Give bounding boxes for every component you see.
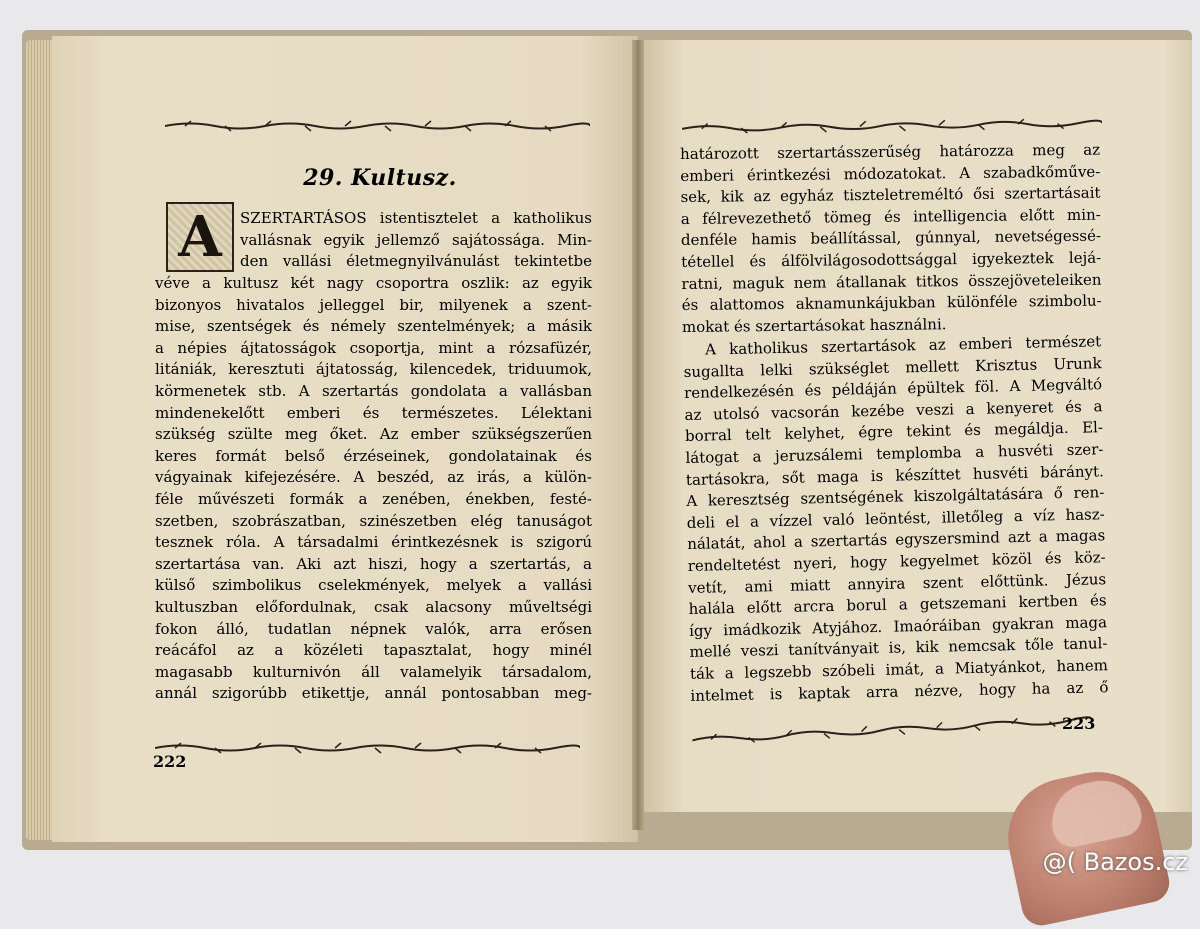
text-line: ták a legszebb szóbeli imát, a Miatyánkot, hanem — [689, 656, 1109, 683]
text-line: A katholikus szertartások az emberi természet — [705, 332, 1102, 359]
text-line: mellé veszi tanítványait is, kik nemcsak tőle tanul- — [689, 634, 1108, 662]
book-gutter — [632, 40, 644, 830]
text-line: mindenekelőtt emberi és természetes. Lélektani — [155, 403, 592, 422]
text-line: és alattomos aknamunkájukban különféle szimbolu- — [681, 291, 1102, 315]
text-line: a félrevezethető tömeg és intelligencia előtt min- — [680, 205, 1101, 228]
text-line: bizonyos hivatalos jelleggel bir, milyenek a szent- — [155, 295, 592, 314]
text-line: emberi érintkezési módozatokat. A szabadkőműve- — [680, 162, 1101, 185]
text-line: így imádkozik Atyjához. Imaóráiban gyakran maga — [688, 612, 1108, 640]
text-line: vetít, ami miatt annyira szent előttünk. Jézus — [687, 569, 1107, 597]
text-line: annál szigorúbb etikettje, annál pontosabban meg- — [155, 684, 592, 703]
text-line: szertartása van. Aki azt hiszi, hogy a szertartás, a — [155, 554, 592, 573]
text-line: vágyainak kifejezésére. A beszéd, az irás, a külön- — [155, 468, 592, 487]
text-line: sugallta lelki szükséglet mellett Krisztus Urunk — [683, 353, 1102, 381]
text-line: tesznek róla. A társadalmi érintkezésnek is szigorú — [155, 533, 592, 552]
text-line: látogat a jeruzsálemi templomba a husvéti szer- — [685, 440, 1104, 467]
text-line: mokat és szertartásokat használni. — [681, 314, 947, 336]
drop-cap-initial: A — [166, 202, 234, 272]
text-line: szetben, szobrászatban, szinészetben elég tanuságot — [155, 511, 592, 530]
left-body-text — [155, 273, 592, 705]
text-line: határozott szertartásszerűség határozza meg az — [680, 140, 1101, 163]
text-line: tartásokra, sőt maga is készíttet husvéti bárányt. — [685, 461, 1105, 489]
text-line: magasabb kulturnivón áll valamelyik társadalom, — [155, 662, 592, 681]
page-number-right: 223 — [1062, 714, 1096, 733]
text-line: ratni, maguk nem átallanak titkos összejöveteleiken — [681, 270, 1102, 293]
text-line: den vallási életmegnyilvánulást tekintetbe — [240, 252, 592, 271]
watermark: @( Bazos.cz — [1042, 848, 1188, 876]
text-line: reácáfol az a közéleti tapasztalat, hogy minél — [155, 641, 592, 660]
chapter-title: 29. Kultusz. — [303, 165, 457, 191]
text-line: keres formát belső érzéseinek, gondolatainak és — [155, 446, 592, 465]
text-line: körmenetek stb. A szertartás gondolata a vallásban — [155, 381, 592, 400]
text-line: deli el a vízzel való leöntést, illetőleg a víz hasz- — [686, 504, 1105, 532]
text-line: az utolsó vacsorán kezébe veszi a kenyeret és a — [684, 397, 1103, 424]
text-line: véve a kultusz két nagy csoportra oszlik: az egyik — [155, 274, 592, 292]
text-line: SZERTARTÁSOS istentisztelet a katholikus — [240, 209, 592, 227]
text-line: A keresztség szentségének kiszolgáltatására ő ren- — [686, 483, 1105, 511]
text-line: vallásnak egyik jellemző sajátossága. Min- — [240, 230, 592, 249]
text-line: litániák, keresztuti ájtatosság, kilencedek, triduumok, — [155, 360, 592, 379]
text-line: féle művészeti formák a zenében, énekben, festé- — [155, 489, 592, 508]
text-line: rendelkezésén és példáján épültek föl. A Megváltó — [683, 375, 1103, 403]
text-line: kultuszban előfordulnak, csak alacsony műveltségi — [155, 597, 592, 616]
top-ornament-left — [165, 118, 590, 132]
text-line: nálatát, ahol a szertartás egyszersmind azt a magas — [687, 526, 1106, 554]
text-line: fokon álló, tudatlan népnek valók, arra erősen — [155, 619, 592, 638]
text-line: rendeltetést nyeri, hogy kegyelmet közöl és köz- — [687, 548, 1106, 575]
right-paragraph-1 — [680, 140, 1102, 339]
page-number-left: 222 — [153, 752, 187, 771]
text-line: sek, kik az egyház tiszteletreméltó ősi szertartásait — [680, 183, 1101, 207]
text-line: külső szimbolikus cselekmények, melyek a vallási — [155, 576, 592, 595]
text-line: intelmet is kaptak arra nézve, hogy ha az ő — [690, 677, 1109, 705]
text-line: mise, szentségek és némely szentelmények; a másik — [155, 317, 592, 336]
text-line: tétellel és álfölvilágosodottsággal igyekeztek lejá- — [681, 248, 1102, 271]
bottom-ornament-left — [155, 740, 580, 754]
text-line: denféle hamis beállítással, gúnnyal, nevetségessé- — [680, 226, 1102, 250]
text-line: halála előtt arcra borul a getszemani kertben és — [688, 591, 1107, 619]
text-line: szükség szülte meg őket. Az ember szükségszerűen — [155, 425, 592, 444]
text-line: a népies ájtatosságok csoportja, mint a rózsafüzér, — [155, 338, 592, 357]
right-paragraph-2 — [683, 331, 1109, 707]
left-first-lines — [240, 208, 592, 273]
text-line: borral telt kelyhet, égre tekint és megáldja. El- — [684, 418, 1104, 446]
